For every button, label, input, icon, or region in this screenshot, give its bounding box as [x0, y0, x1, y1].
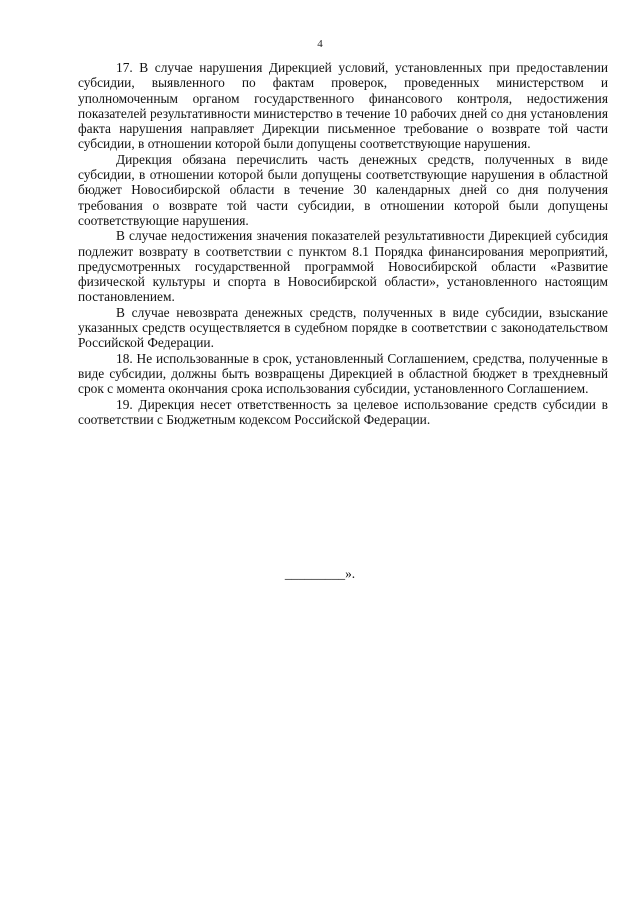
- closing-line: _________».: [284, 566, 356, 581]
- paragraph-17-recovery: В случае невозврата денежных средств, полученных в виде субсидии, взыскание указанных средств осуществляется в судебном порядке в соответствии с законодательством Российской Федерации.: [78, 304, 608, 351]
- paragraph-17-indicators: В случае недостижения значения показателей результативности Дирекцией субсидия подлежит возврату в соответствии с пунктом 8.1 Порядка финансирования мероприятий, предусмотренных государственной программой Новосибирской области «Развитие физической культуры и спорта в Новосибирской области», установленного настоящим постановлением.: [78, 228, 608, 305]
- paragraph-18: 18. Не использованные в срок, установленный Соглашением, средства, полученные в виде субсидии, должны быть возвращены Дирекцией в областной бюджет в трехдневный срок с момента окончания срока использования субсидии, установленного Соглашением.: [78, 350, 608, 397]
- paragraph-17: 17. В случае нарушения Дирекцией условий, установленных при предоставлении субсидии, выявленного по фактам проверок, проведенных министерством и уполномоченным органом государственного финансового контроля, недостижения показателей результативности министерство в течение 10 рабочих дней со дня установления факта нарушения направляет Дирекции письменное требование о возврате той части субсидии, в отношении которой были допущены соответствующие нарушения.: [78, 60, 608, 152]
- paragraph-19: 19. Дирекция несет ответственность за целевое использование средств субсидии в соответствии с Бюджетным кодексом Российской Федерации.: [78, 396, 608, 427]
- paragraph-17-obligation: Дирекция обязана перечислить часть денежных средств, полученных в виде субсидии, в отношении которой были допущены соответствующие нарушения в областной бюджет Новосибирской области в течение 30 календарных дней со дня получения требования о возврате той части субсидии, в отношении которой были допущены соответствующие нарушения.: [78, 151, 608, 228]
- document-body: [78, 60, 608, 427]
- page-number: 4: [317, 38, 323, 50]
